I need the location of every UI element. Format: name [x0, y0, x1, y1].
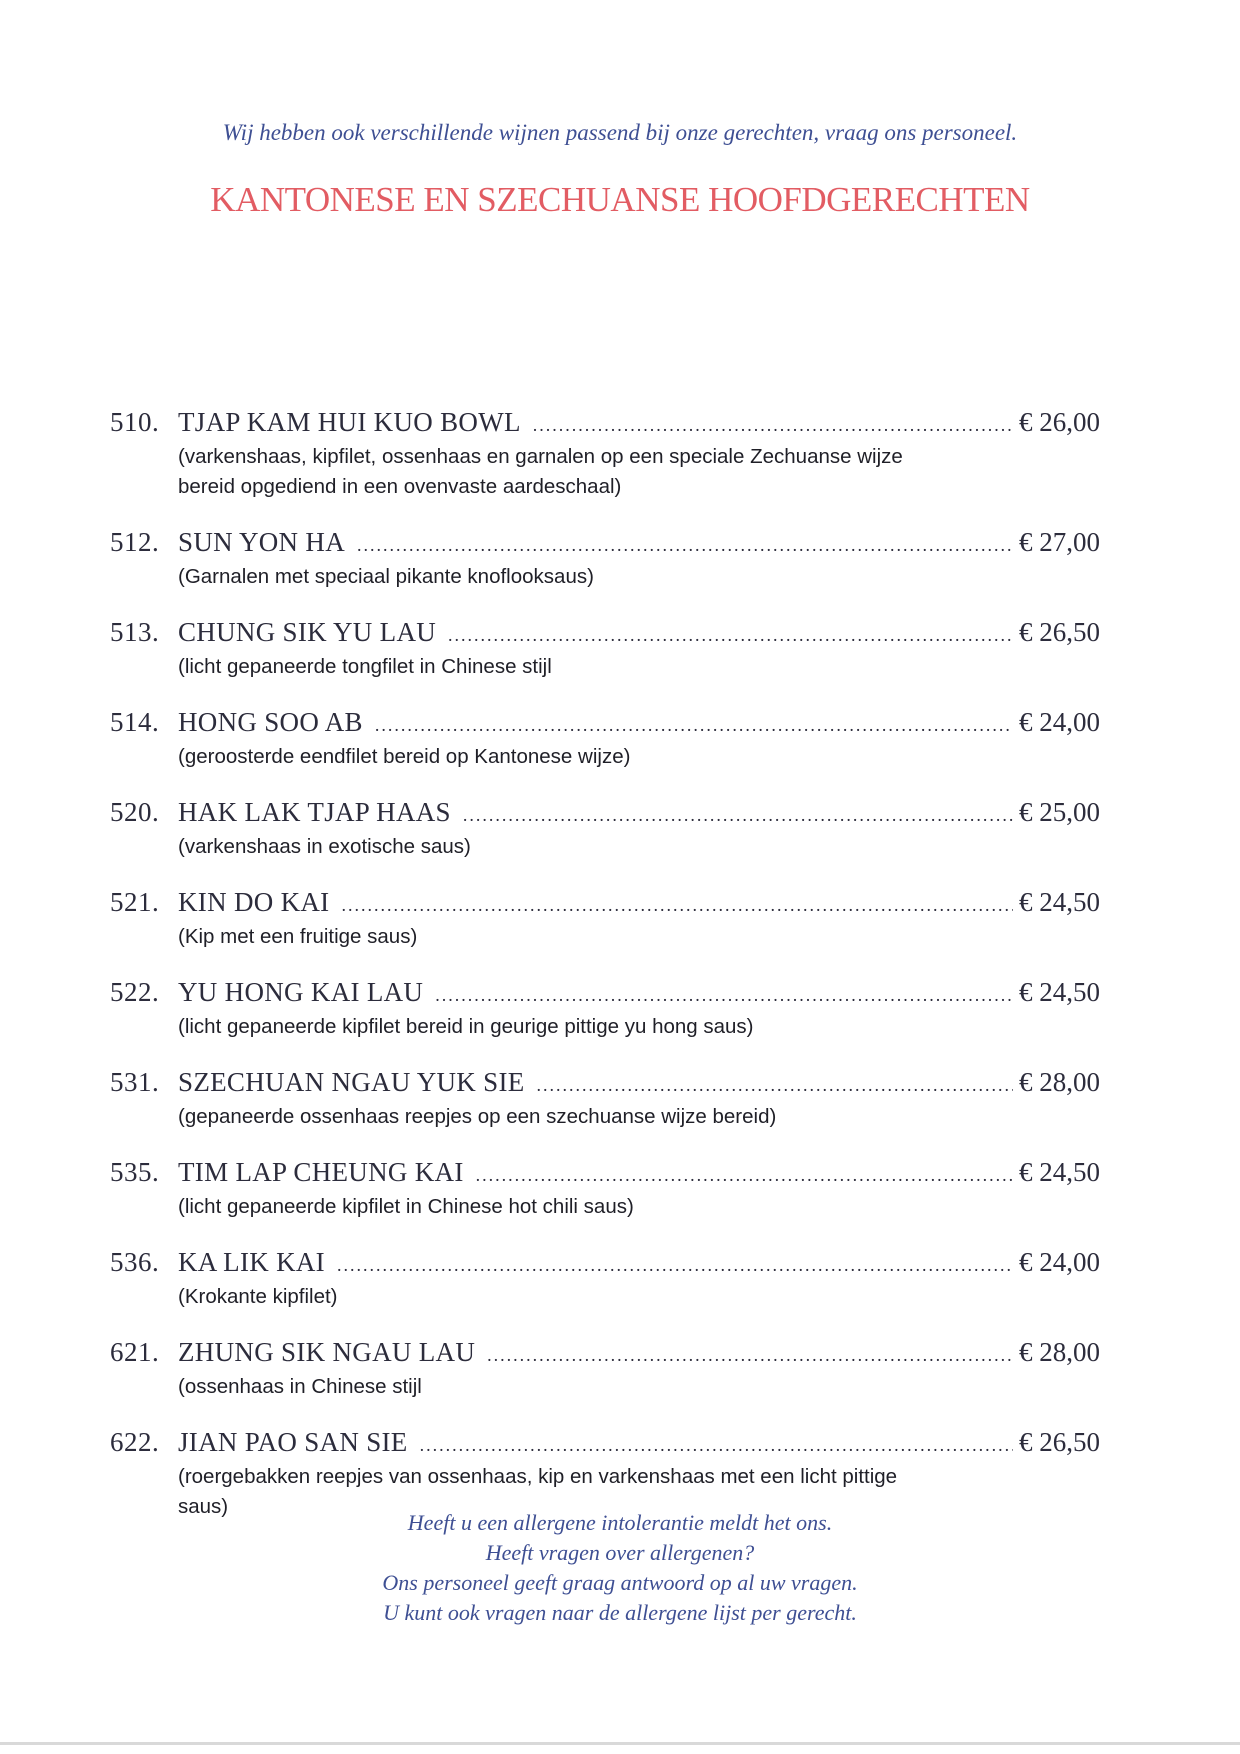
dot-leader: [337, 1248, 1013, 1282]
item-number: 535.: [110, 1157, 160, 1187]
page-bottom-edge: [0, 1742, 1240, 1745]
item-price: € 28,00: [1019, 1337, 1100, 1367]
menu-item-520: [110, 795, 1100, 862]
item-price: € 26,50: [1019, 1427, 1100, 1457]
dot-leader: [463, 798, 1013, 832]
menu-item-513: [110, 615, 1100, 682]
section-title: KANTONESE EN SZECHUANSE HOOFDGERECHTEN: [210, 180, 1030, 219]
item-description: (Krokante kipfilet): [178, 1285, 338, 1308]
item-number: 531.: [110, 1067, 160, 1097]
item-description: (Kip met een fruitige saus): [178, 925, 418, 948]
dot-leader: [476, 1158, 1013, 1192]
allergen-line: U kunt ook vragen naar de allergene lijst per gerecht.: [383, 1600, 857, 1625]
item-price: € 24,00: [1019, 707, 1100, 737]
dot-leader: [420, 1428, 1013, 1462]
menu-item-510: [110, 405, 1100, 502]
item-number: 510.: [110, 407, 160, 437]
item-name: YU HONG KAI LAU: [178, 977, 424, 1007]
dot-leader: [357, 528, 1013, 562]
menu-list: [110, 405, 1100, 1545]
menu-item-512: [110, 525, 1100, 592]
menu-item-531: [110, 1065, 1100, 1132]
item-name: SZECHUAN NGAU YUK SIE: [178, 1067, 525, 1097]
dot-leader: [533, 408, 1013, 442]
dot-leader: [435, 978, 1013, 1012]
menu-item-535: [110, 1155, 1100, 1222]
item-description: (varkenshaas in exotische saus): [178, 835, 471, 858]
item-description: (geroosterde eendfilet bereid op Kantonese wijze): [178, 745, 631, 768]
item-price: € 25,00: [1019, 797, 1100, 827]
allergen-line: Ons personeel geeft graag antwoord op al uw vragen.: [382, 1570, 858, 1595]
item-price: € 24,50: [1019, 977, 1100, 1007]
item-description: (licht gepaneerde kipfilet bereid in geurige pittige yu hong saus): [178, 1015, 754, 1038]
menu-item-621: [110, 1335, 1100, 1402]
allergen-note: [0, 1508, 1240, 1628]
item-description: (ossenhaas in Chinese stijl: [178, 1375, 422, 1398]
dot-leader: [537, 1068, 1013, 1102]
item-description: (roergebakken reepjes van ossenhaas, kip en varkenshaas met een licht pittige saus): [178, 1465, 898, 1518]
menu-item-521: [110, 885, 1100, 952]
item-number: 520.: [110, 797, 160, 827]
allergen-line: Heeft u een allergene intolerantie meldt het ons.: [407, 1510, 833, 1535]
item-name: KA LIK KAI: [178, 1247, 325, 1277]
item-name: TJAP KAM HUI KUO BOWL: [178, 407, 521, 437]
item-description: (gepaneerde ossenhaas reepjes op een szechuanse wijze bereid): [178, 1105, 777, 1128]
dot-leader: [448, 618, 1013, 652]
item-name: TIM LAP CHEUNG KAI: [178, 1157, 464, 1187]
dot-leader: [341, 888, 1013, 922]
item-description: (Garnalen met speciaal pikante knoflooksaus): [178, 565, 594, 588]
item-description: (licht gepaneerde kipfilet in Chinese hot chili saus): [178, 1195, 634, 1218]
item-name: HONG SOO AB: [178, 707, 363, 737]
allergen-line: Heeft vragen over allergenen?: [485, 1540, 755, 1565]
item-name: SUN YON HA: [178, 527, 346, 557]
item-number: 512.: [110, 527, 160, 557]
dot-leader: [375, 708, 1013, 742]
wine-note: Wij hebben ook verschillende wijnen passend bij onze gerechten, vraag ons personeel.: [222, 120, 1018, 145]
item-name: CHUNG SIK YU LAU: [178, 617, 437, 647]
menu-item-536: [110, 1245, 1100, 1312]
menu-item-514: [110, 705, 1100, 772]
item-name: KIN DO KAI: [178, 887, 330, 917]
dot-leader: [487, 1338, 1013, 1372]
item-number: 522.: [110, 977, 160, 1007]
item-description: (licht gepaneerde tongfilet in Chinese stijl: [178, 655, 552, 678]
item-number: 521.: [110, 887, 160, 917]
item-description: (varkenshaas, kipfilet, ossenhaas en garnalen op een speciale Zechuanse wijze bereid opgediend in een ovenvaste aardeschaal): [178, 445, 903, 498]
menu-item-522: [110, 975, 1100, 1042]
item-name: ZHUNG SIK NGAU LAU: [178, 1337, 476, 1367]
item-number: 513.: [110, 617, 160, 647]
item-number: 514.: [110, 707, 160, 737]
item-name: HAK LAK TJAP HAAS: [178, 797, 451, 827]
item-price: € 24,00: [1019, 1247, 1100, 1277]
item-number: 536.: [110, 1247, 160, 1277]
item-number: 622.: [110, 1427, 160, 1457]
item-price: € 27,00: [1019, 527, 1100, 557]
item-name: JIAN PAO SAN SIE: [178, 1427, 408, 1457]
item-number: 621.: [110, 1337, 160, 1367]
item-price: € 28,00: [1019, 1067, 1100, 1097]
item-price: € 24,50: [1019, 887, 1100, 917]
item-price: € 26,00: [1019, 407, 1100, 437]
item-price: € 26,50: [1019, 617, 1100, 647]
item-price: € 24,50: [1019, 1157, 1100, 1187]
